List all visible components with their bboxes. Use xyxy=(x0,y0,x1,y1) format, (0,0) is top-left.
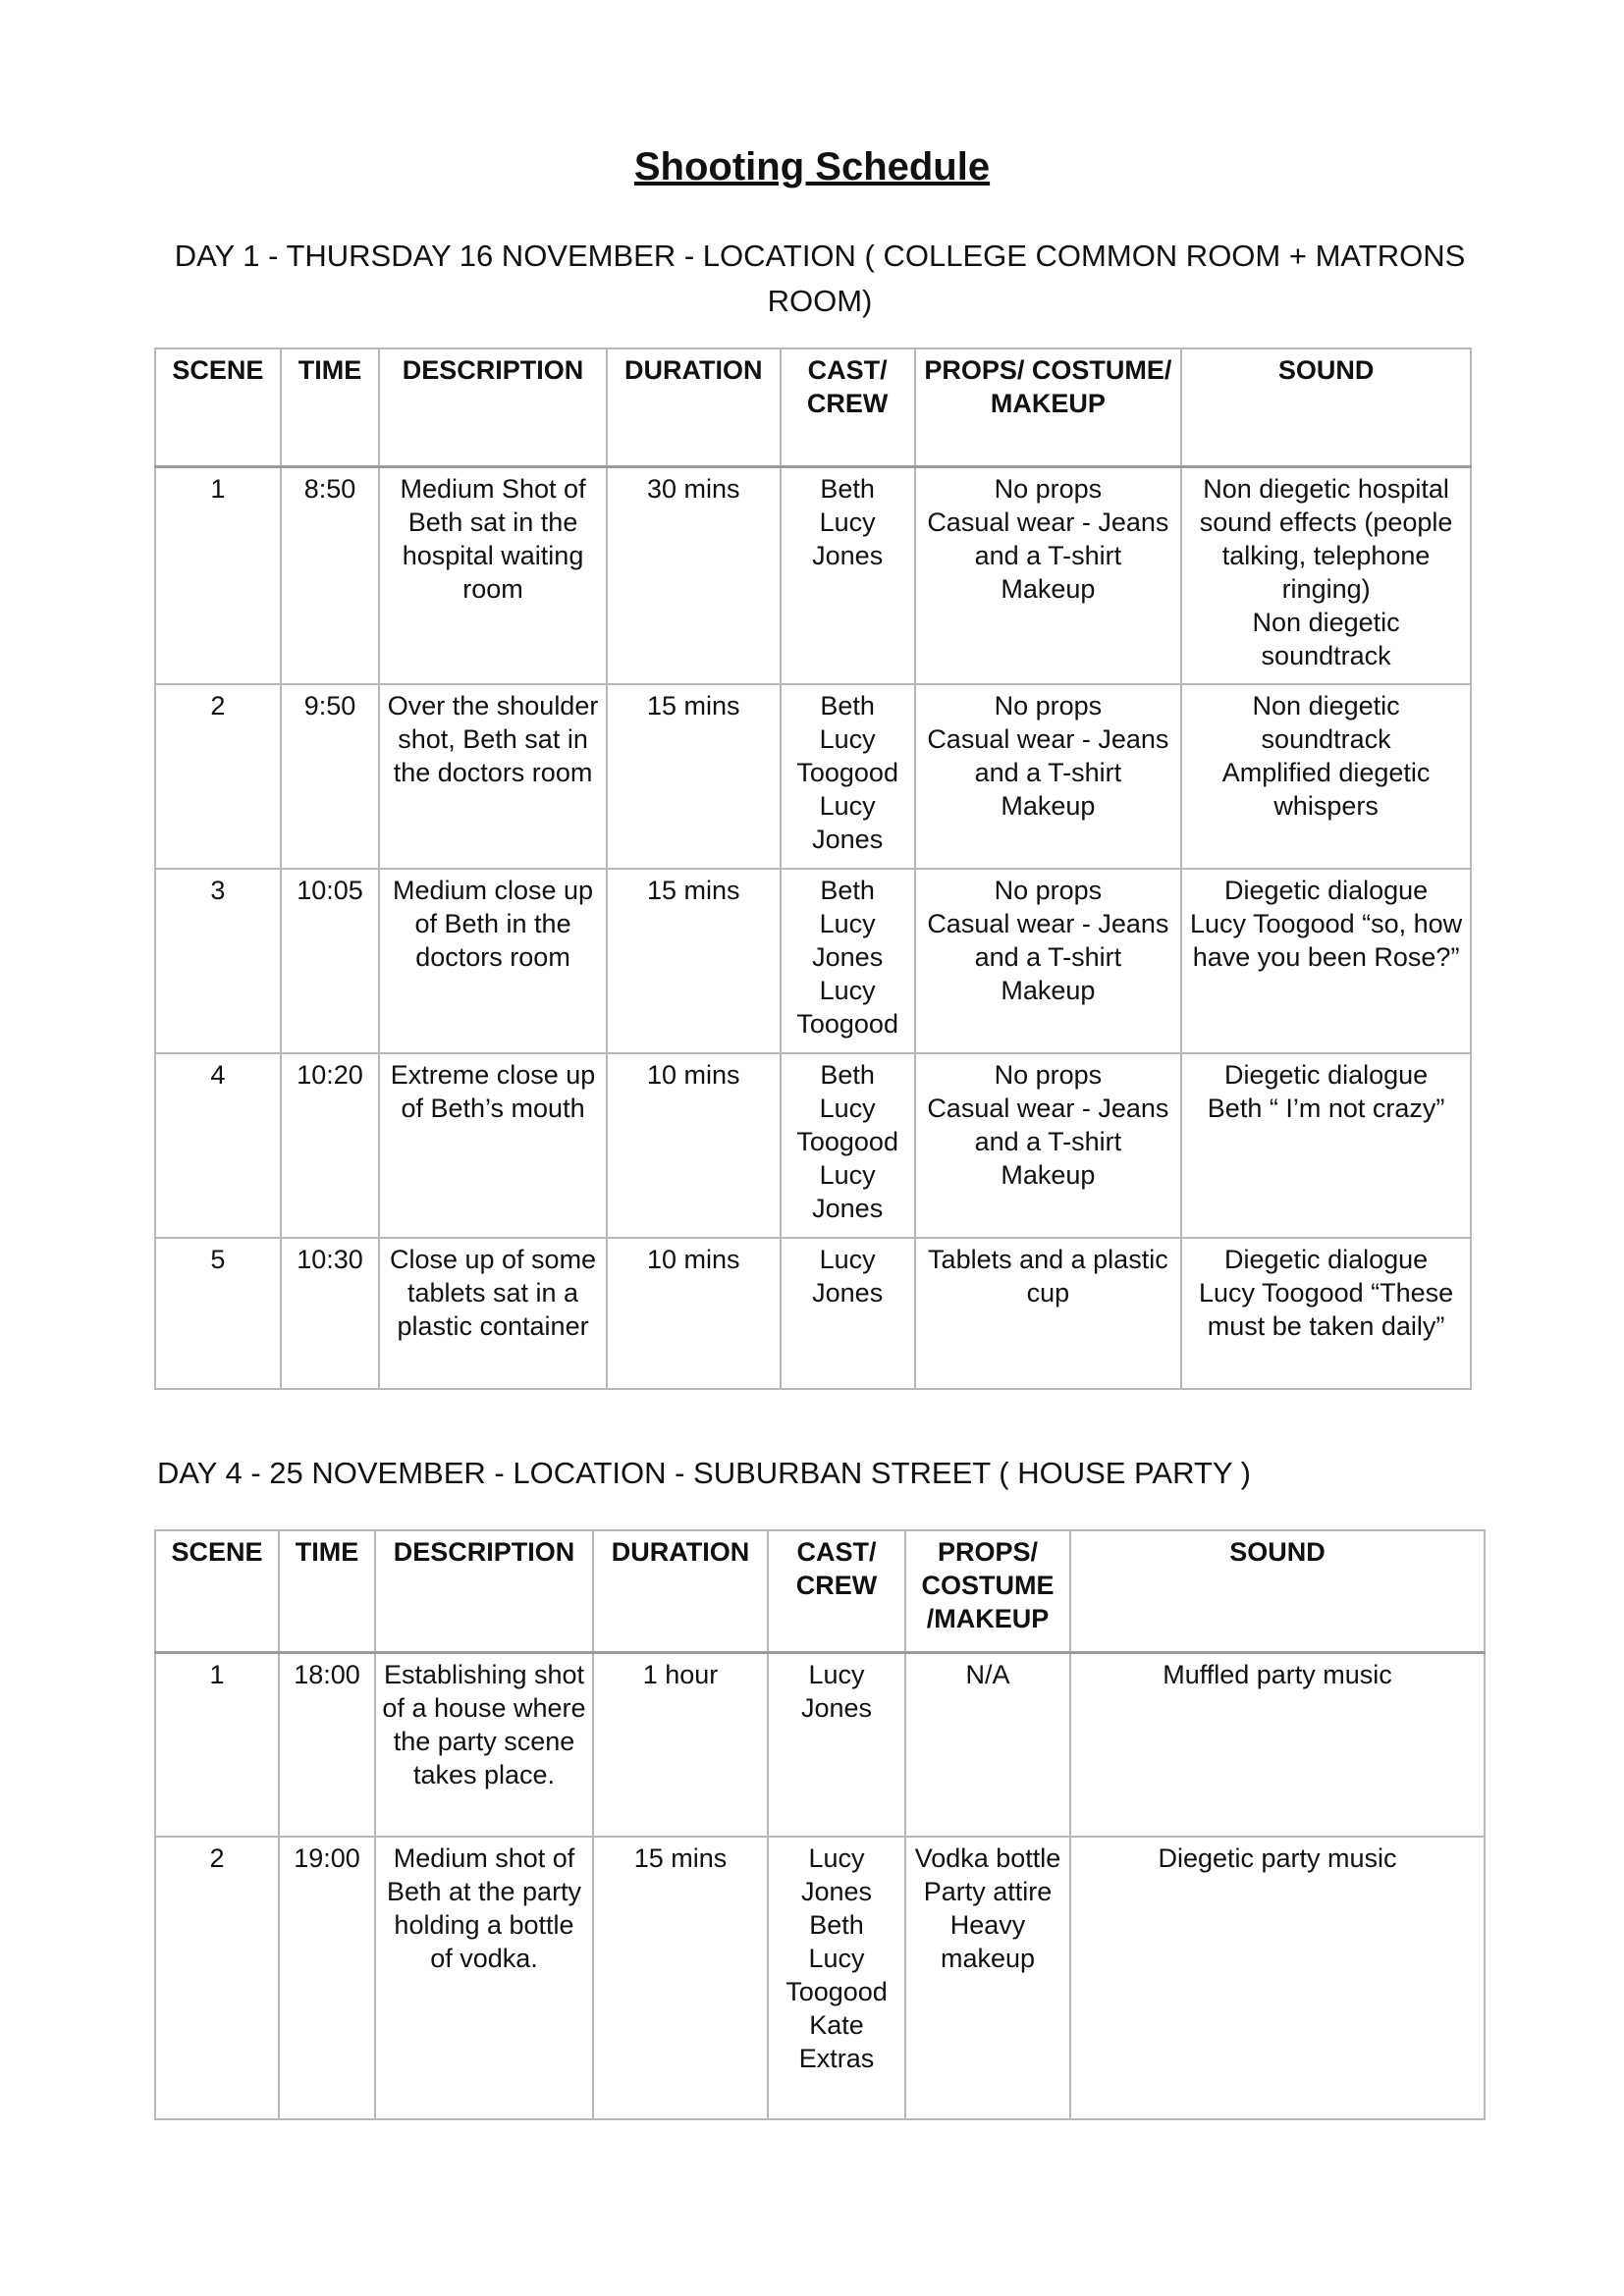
header-description: DESCRIPTION xyxy=(379,348,606,466)
cast-name: Lucy Toogood xyxy=(785,1944,888,2006)
table-row xyxy=(155,1053,1471,1238)
props-cell xyxy=(915,1053,1182,1238)
sound-item: Muffled party music xyxy=(1163,1659,1392,1689)
page-title: Shooting Schedule xyxy=(633,145,991,188)
day4-heading: DAY 4 - 25 NOVEMBER - LOCATION - SUBURBAN STREET ( HOUSE PARTY ) xyxy=(157,1456,1251,1490)
day4-header-row xyxy=(155,1530,1485,1652)
description-cell: Establishing shot of a house where the party scene takes place. xyxy=(375,1652,593,1837)
description-cell: Close up of some tablets sat in a plastic container xyxy=(379,1238,606,1389)
time-cell: 9:50 xyxy=(281,684,380,869)
duration-cell: 15 mins xyxy=(593,1837,768,2119)
sound-item: Diegetic dialogue xyxy=(1224,1245,1429,1274)
props-item: No props xyxy=(994,1060,1103,1090)
header-duration: DURATION xyxy=(593,1530,768,1652)
duration-cell: 30 mins xyxy=(607,466,781,684)
scene-cell: 2 xyxy=(155,1837,279,2119)
sound-item: Lucy Toogood “so, how have you been Rose?” xyxy=(1190,909,1463,972)
cast-name: Lucy Jones xyxy=(812,1245,884,1308)
day1-schedule-table xyxy=(154,347,1472,1390)
props-cell xyxy=(905,1837,1070,2119)
header-sound: SOUND xyxy=(1181,348,1471,466)
sound-cell xyxy=(1181,684,1471,869)
day1-heading: DAY 1 - THURSDAY 16 NOVEMBER - LOCATION ( COLLEGE COMMON ROOM + MATRONS ROOM) xyxy=(174,239,1466,318)
time-cell: 19:00 xyxy=(279,1837,375,2119)
props-item: N/A xyxy=(965,1659,1010,1689)
props-item: Makeup xyxy=(1001,573,1096,604)
cast-name: Lucy Jones xyxy=(800,1659,873,1723)
props-cell xyxy=(905,1652,1070,1837)
props-item: Casual wear - Jeans and a T-shirt xyxy=(927,507,1169,570)
sound-item: Diegetic dialogue xyxy=(1224,876,1429,905)
time-cell: 10:30 xyxy=(281,1238,380,1389)
cast-cell xyxy=(781,869,915,1053)
cast-cell xyxy=(781,466,915,684)
description-cell: Extreme close up of Beth’s mouth xyxy=(379,1053,606,1238)
table-row xyxy=(155,684,1471,869)
sound-item: Non diegetic soundtrack xyxy=(1252,607,1400,670)
props-item: Vodka bottle xyxy=(914,1843,1061,1873)
props-item: No props xyxy=(994,876,1103,905)
cast-name: Beth xyxy=(820,876,875,905)
sound-cell xyxy=(1181,1238,1471,1389)
duration-cell: 10 mins xyxy=(607,1053,781,1238)
cast-cell xyxy=(768,1837,905,2119)
sound-cell xyxy=(1070,1652,1485,1837)
cast-name: Lucy Jones xyxy=(800,1843,873,1906)
duration-cell: 10 mins xyxy=(607,1238,781,1389)
cast-name: Beth xyxy=(820,1060,875,1090)
header-description: DESCRIPTION xyxy=(375,1530,593,1652)
sound-item: Diegetic party music xyxy=(1158,1843,1397,1873)
scene-cell: 3 xyxy=(155,869,281,1053)
duration-cell: 1 hour xyxy=(593,1652,768,1837)
sound-item: Lucy Toogood “These must be taken daily” xyxy=(1199,1278,1454,1341)
cast-name: Extras xyxy=(798,2044,875,2073)
scene-cell: 4 xyxy=(155,1053,281,1238)
sound-cell xyxy=(1070,1837,1485,2119)
cast-name: Beth xyxy=(820,691,875,721)
table-row xyxy=(155,869,1471,1053)
header-time: TIME xyxy=(279,1530,375,1652)
description-cell: Medium Shot of Beth sat in the hospital waiting room xyxy=(379,466,606,684)
props-item: Party attire xyxy=(923,1877,1053,1906)
cast-name: Lucy Jones xyxy=(812,1160,884,1223)
cast-name: Lucy Jones xyxy=(812,791,884,854)
header-time: TIME xyxy=(281,348,380,466)
cast-name: Lucy Toogood xyxy=(796,976,898,1039)
props-cell xyxy=(915,466,1182,684)
table-row xyxy=(155,466,1471,684)
table-row xyxy=(155,1238,1471,1389)
table-row xyxy=(155,1652,1485,1837)
duration-cell: 15 mins xyxy=(607,869,781,1053)
props-item: Makeup xyxy=(1001,1160,1096,1190)
cast-name: Beth xyxy=(809,1910,864,1940)
header-cast-crew: CAST/ CREW xyxy=(768,1530,905,1652)
props-item: No props xyxy=(994,691,1103,721)
duration-cell: 15 mins xyxy=(607,684,781,869)
sound-item: Non diegetic hospital sound effects (people talking, telephone ringing) xyxy=(1199,473,1453,604)
props-item: Makeup xyxy=(1001,791,1096,821)
description-cell: Over the shoulder shot, Beth sat in the doctors room xyxy=(379,684,606,869)
time-cell: 8:50 xyxy=(281,466,380,684)
props-item: Casual wear - Jeans and a T-shirt xyxy=(927,1094,1169,1156)
scene-cell: 1 xyxy=(155,1652,279,1837)
props-item: Casual wear - Jeans and a T-shirt xyxy=(927,724,1169,787)
props-cell xyxy=(915,684,1182,869)
cast-name: Beth xyxy=(820,473,875,504)
description-cell: Medium shot of Beth at the party holding a bottle of vodka. xyxy=(375,1837,593,2119)
header-sound: SOUND xyxy=(1070,1530,1485,1652)
header-scene: SCENE xyxy=(155,348,281,466)
cast-cell xyxy=(781,684,915,869)
scene-cell: 2 xyxy=(155,684,281,869)
time-cell: 18:00 xyxy=(279,1652,375,1837)
sound-item: Diegetic dialogue xyxy=(1224,1060,1429,1090)
sound-item: Non diegetic soundtrack xyxy=(1252,691,1400,754)
cast-name: Lucy Toogood xyxy=(796,724,898,787)
cast-name: Lucy Jones xyxy=(812,909,884,972)
time-cell: 10:20 xyxy=(281,1053,380,1238)
scene-cell: 1 xyxy=(155,466,281,684)
description-cell: Medium close up of Beth in the doctors room xyxy=(379,869,606,1053)
props-cell xyxy=(915,1238,1182,1389)
sound-item: Beth “ I’m not crazy” xyxy=(1207,1094,1445,1123)
props-item: Heavy makeup xyxy=(940,1910,1036,1973)
cast-cell xyxy=(781,1238,915,1389)
sound-cell xyxy=(1181,466,1471,684)
props-item: No props xyxy=(994,473,1103,504)
time-cell: 10:05 xyxy=(281,869,380,1053)
sound-item: Amplified diegetic whispers xyxy=(1221,758,1431,821)
header-cast-crew: CAST/ CREW xyxy=(781,348,915,466)
cast-cell xyxy=(768,1652,905,1837)
props-item: Makeup xyxy=(1001,976,1096,1005)
scene-cell: 5 xyxy=(155,1238,281,1389)
props-item: Casual wear - Jeans and a T-shirt xyxy=(927,909,1169,972)
cast-name: Lucy Jones xyxy=(812,507,884,570)
props-item: Tablets and a plastic cup xyxy=(928,1245,1168,1308)
cast-name: Kate xyxy=(809,2010,864,2040)
header-props-costume-makeup: PROPS/ COSTUME/ MAKEUP xyxy=(915,348,1182,466)
sound-cell xyxy=(1181,1053,1471,1238)
sound-cell xyxy=(1181,869,1471,1053)
day4-schedule-table xyxy=(154,1529,1486,2120)
table-row xyxy=(155,1837,1485,2119)
props-cell xyxy=(915,869,1182,1053)
day1-header-row xyxy=(155,348,1471,466)
header-duration: DURATION xyxy=(607,348,781,466)
cast-cell xyxy=(781,1053,915,1238)
cast-name: Lucy Toogood xyxy=(796,1094,898,1156)
header-props-costume-makeup: PROPS/ COSTUME /MAKEUP xyxy=(905,1530,1070,1652)
header-scene: SCENE xyxy=(155,1530,279,1652)
